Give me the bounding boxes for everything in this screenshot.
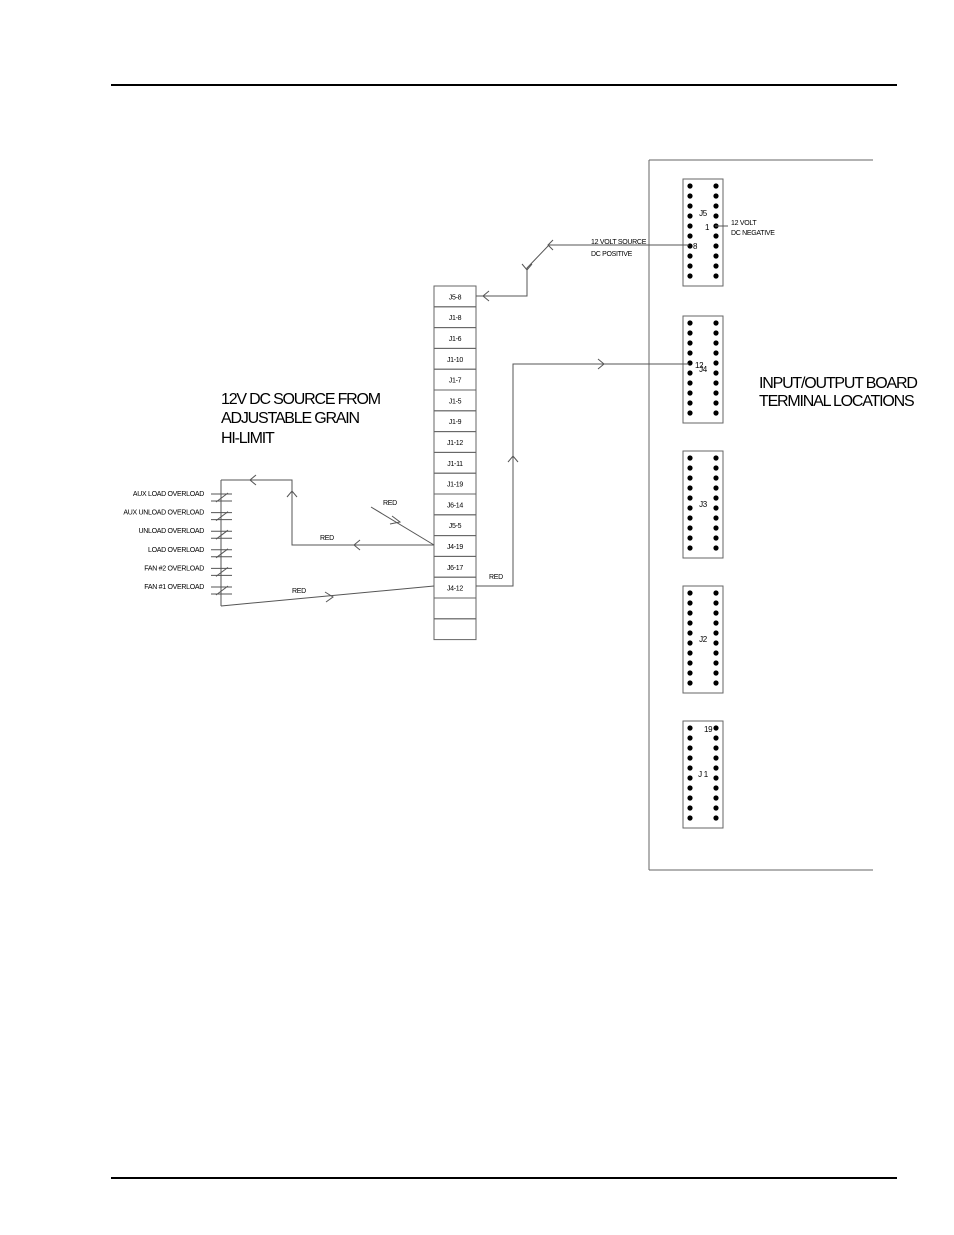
connector-pin — [713, 505, 718, 510]
connector-label: J3 — [699, 500, 707, 509]
title-line-2: ADJUSTABLE GRAIN — [221, 410, 359, 427]
terminal-strip — [434, 286, 476, 640]
connector-pin — [687, 505, 692, 510]
connector-pin — [713, 410, 718, 415]
connector-pin — [687, 400, 692, 405]
connector-pin — [687, 795, 692, 800]
connector-pin — [687, 765, 692, 770]
connector-pin — [687, 243, 692, 248]
connector-pin — [713, 735, 718, 740]
wire-j6-14 — [371, 507, 434, 545]
connector-pin — [687, 660, 692, 665]
connector-label: J 1 — [698, 770, 708, 779]
connector-pin — [687, 745, 692, 750]
connector-pin — [687, 273, 692, 278]
terminal-label: J1-5 — [448, 398, 462, 406]
connector-pin — [687, 620, 692, 625]
connector-pin — [713, 330, 718, 335]
connector-pin — [687, 785, 692, 790]
connector-pin — [687, 263, 692, 268]
connector-pin — [687, 680, 692, 685]
connector-pin — [713, 745, 718, 750]
connector-pin — [687, 535, 692, 540]
connector-pin — [687, 475, 692, 480]
connector-pin — [713, 183, 718, 188]
connector-label: J5 — [699, 209, 707, 218]
connector-pin — [713, 390, 718, 395]
connector-pin — [687, 390, 692, 395]
connector-pin — [687, 320, 692, 325]
connector-pin — [687, 725, 692, 730]
j5-pin1-label: 1 — [705, 223, 710, 232]
connector-pin — [687, 495, 692, 500]
connector-pin — [687, 805, 692, 810]
terminal-label: J1-10 — [446, 356, 464, 364]
connector-pin — [687, 525, 692, 530]
connector-pin — [713, 640, 718, 645]
wire-j5-8 — [476, 245, 689, 296]
connector-pin — [687, 350, 692, 355]
source-label-2: DC POSITIVE — [591, 251, 633, 258]
negative-label-2: DC NEGATIVE — [731, 230, 775, 237]
connector-pin — [687, 485, 692, 490]
connector-pin — [687, 410, 692, 415]
terminal-label: J6-17 — [446, 564, 464, 572]
connector-pin — [713, 485, 718, 490]
j5-pin8-label: 8 — [693, 242, 698, 251]
red-label-fan1: RED — [292, 588, 306, 595]
terminal-label: J4-12 — [446, 585, 464, 593]
connector-pin — [713, 243, 718, 248]
terminal-label: J1-19 — [446, 481, 464, 489]
connector-pin — [713, 253, 718, 258]
overload-label: FAN #1 OVERLOAD — [144, 584, 204, 591]
connector-pin — [713, 815, 718, 820]
j1-pin19-label: 19 — [704, 725, 713, 734]
connector-pin — [687, 213, 692, 218]
connector-pin — [713, 213, 718, 218]
red-label-j4-12: RED — [489, 574, 503, 581]
connector-pin — [687, 233, 692, 238]
terminal-label: J1-7 — [448, 377, 462, 385]
board-label-line-1: INPUT/OUTPUT BOARD — [759, 375, 917, 392]
terminal-label: J6-14 — [446, 502, 464, 510]
connector-pin — [713, 263, 718, 268]
connector-pin — [713, 795, 718, 800]
connector-pin — [713, 465, 718, 470]
connector-pin — [713, 495, 718, 500]
connector-pin — [713, 515, 718, 520]
terminal-label: J5-8 — [448, 294, 462, 302]
source-label-1: 12 VOLT SOURCE — [591, 239, 647, 246]
j4-pin12-label: 12 — [695, 361, 704, 370]
connector-pin — [713, 590, 718, 595]
connector-pin — [713, 233, 718, 238]
connector-pin — [713, 535, 718, 540]
connector-pin — [687, 815, 692, 820]
connector-pin — [687, 455, 692, 460]
connector-pin — [713, 785, 718, 790]
io-connectors — [683, 179, 723, 828]
connector-pin — [687, 223, 692, 228]
connector-pin — [713, 400, 718, 405]
terminal-label: J1-9 — [448, 419, 462, 427]
connector-pin — [713, 620, 718, 625]
connector-pin — [687, 370, 692, 375]
connector-pin — [713, 350, 718, 355]
terminal-label: J4-19 — [446, 544, 464, 551]
connector-pin — [687, 203, 692, 208]
terminal-cell — [434, 598, 476, 619]
overload-label: AUX UNLOAD OVERLOAD — [123, 509, 204, 517]
connector-pin — [713, 455, 718, 460]
terminal-cell — [434, 619, 476, 640]
connector-pin — [687, 590, 692, 595]
connector-pin — [687, 610, 692, 615]
connector-pin — [687, 600, 692, 605]
connector-pin — [687, 360, 692, 365]
connector-pin — [713, 273, 718, 278]
overload-switches — [123, 480, 232, 606]
connector-pin — [713, 600, 718, 605]
connector-pin — [713, 775, 718, 780]
connector-pin — [687, 545, 692, 550]
connector-pin — [687, 340, 692, 345]
connector-pin — [713, 765, 718, 770]
connector-pin — [687, 330, 692, 335]
connector-pin — [713, 755, 718, 760]
title-line-1: 12V DC SOURCE FROM — [221, 391, 380, 408]
connector-pin — [687, 755, 692, 760]
connector-pin — [687, 253, 692, 258]
connector-label: J4 — [699, 365, 707, 374]
terminal-label: J5-5 — [448, 523, 462, 531]
wire-fan1 — [221, 586, 434, 606]
red-label-j6-14: RED — [383, 500, 397, 507]
connector-pin — [687, 630, 692, 635]
overload-label: UNLOAD OVERLOAD — [138, 528, 204, 536]
negative-label-1: 12 VOLT — [731, 220, 757, 227]
connector-pin — [713, 475, 718, 480]
connector-pin — [687, 193, 692, 198]
connector-pin — [687, 650, 692, 655]
connector-pin — [713, 725, 718, 730]
connector-pin — [713, 203, 718, 208]
terminal-label: J1-12 — [446, 440, 464, 447]
connector-label: J2 — [699, 635, 707, 644]
wire-j4-12 — [476, 364, 689, 586]
connector-pin — [713, 340, 718, 345]
connector-pin — [713, 320, 718, 325]
connector-pin — [713, 805, 718, 810]
overload-label: FAN #2 OVERLOAD — [144, 565, 204, 573]
connector-pin — [713, 630, 718, 635]
connector-pin — [713, 660, 718, 665]
title-line-3: HI-LIMIT — [221, 430, 274, 447]
connector-pin — [687, 640, 692, 645]
connector-pin — [713, 545, 718, 550]
connector-pin — [713, 680, 718, 685]
connector-pin — [713, 193, 718, 198]
overload-label: AUX LOAD OVERLOAD — [132, 491, 204, 498]
connector-pin — [687, 515, 692, 520]
overload-label: LOAD OVERLOAD — [147, 546, 204, 554]
connector-pin — [713, 380, 718, 385]
connector-pin — [687, 183, 692, 188]
terminal-label: J1-11 — [447, 460, 463, 468]
board-label-line-2: TERMINAL LOCATIONS — [759, 393, 914, 410]
terminal-label: J1-8 — [448, 315, 462, 323]
connector-pin — [687, 735, 692, 740]
connector-pin — [713, 370, 718, 375]
connector-pin — [687, 775, 692, 780]
connector-pin — [687, 465, 692, 470]
connector-pin — [713, 610, 718, 615]
red-label-j4-19: RED — [320, 535, 334, 542]
terminal-label: J1-6 — [448, 336, 462, 343]
connector-pin — [713, 525, 718, 530]
connector-pin — [687, 670, 692, 675]
connector-pin — [713, 650, 718, 655]
connector-pin — [687, 380, 692, 385]
connector-pin — [713, 360, 718, 365]
connector-pin — [713, 670, 718, 675]
